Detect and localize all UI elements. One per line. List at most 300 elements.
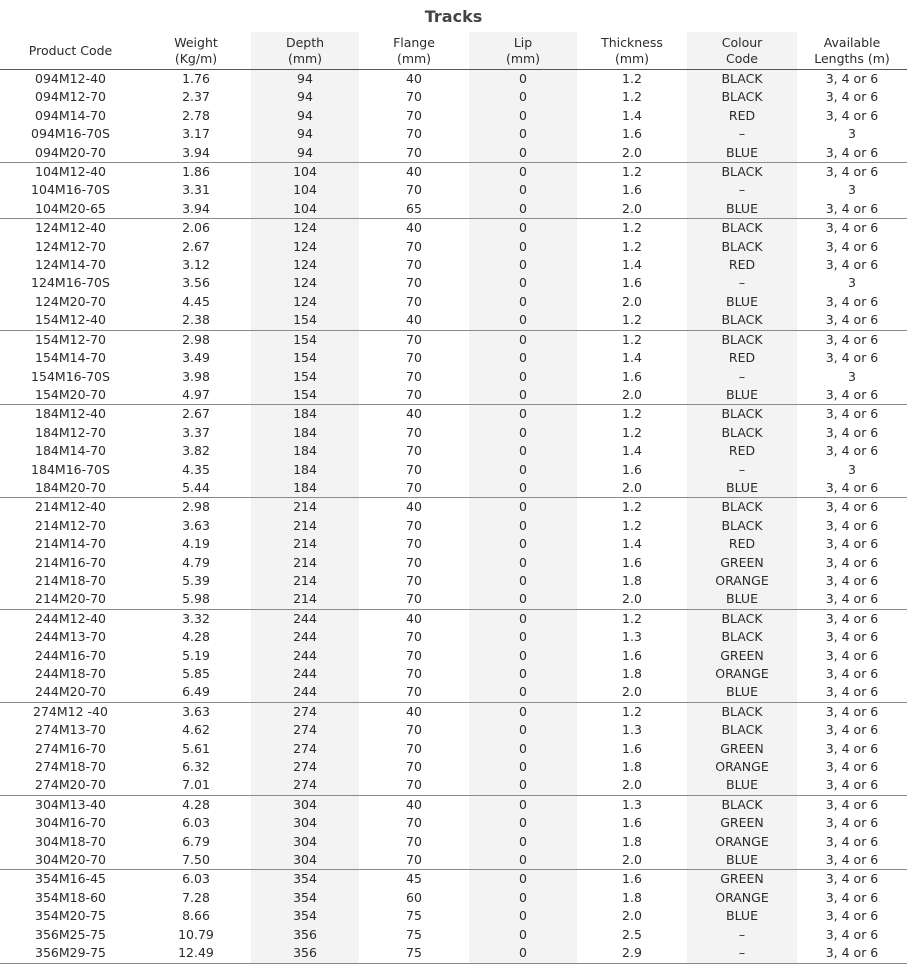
thickness-cell: 2.0 bbox=[577, 200, 687, 219]
colour-code-cell: BLUE bbox=[687, 200, 797, 219]
thickness-cell: 1.4 bbox=[622, 350, 642, 366]
lip-cell: 0 bbox=[469, 554, 577, 572]
table-row bbox=[0, 424, 907, 442]
colour-code-cell: ORANGE bbox=[687, 665, 797, 683]
flange-cell: 40 bbox=[406, 499, 422, 515]
colour-code-cell: GREEN bbox=[687, 647, 797, 665]
flange-cell: 40 bbox=[406, 703, 422, 719]
table-row bbox=[0, 572, 907, 590]
depth-cell: 94 bbox=[251, 107, 359, 125]
table-row bbox=[0, 647, 907, 665]
colour-code-cell: BLACK bbox=[687, 88, 797, 106]
table-row bbox=[0, 70, 907, 89]
weight-cell: 4.79 bbox=[182, 554, 210, 570]
product-code-cell: 154M20-70 bbox=[0, 386, 141, 405]
lengths-cell: 3, 4 or 6 bbox=[825, 647, 879, 663]
table-row bbox=[0, 590, 907, 609]
table-row bbox=[0, 814, 907, 832]
weight-cell: 3.56 bbox=[182, 275, 210, 291]
colour-code-cell: BLACK bbox=[687, 405, 797, 424]
weight-cell: 4.97 bbox=[141, 386, 251, 405]
product-code-cell: 094M12-70 bbox=[35, 89, 106, 105]
flange-cell: 70 bbox=[406, 238, 422, 254]
lengths-cell: 3, 4 or 6 bbox=[797, 590, 907, 609]
table-row bbox=[0, 200, 907, 219]
lengths-cell: 3, 4 or 6 bbox=[797, 776, 907, 795]
weight-cell: 3.32 bbox=[182, 610, 210, 626]
product-code-cell: 244M12-40 bbox=[35, 610, 106, 626]
lengths-cell: 3, 4 or 6 bbox=[825, 499, 879, 515]
lip-cell: 0 bbox=[469, 293, 577, 311]
lip-cell: 0 bbox=[469, 535, 577, 553]
weight-cell: 3.31 bbox=[182, 182, 210, 198]
thickness-cell: 1.6 bbox=[622, 815, 642, 831]
thickness-cell: 1.4 bbox=[622, 257, 642, 273]
lengths-cell: 3, 4 or 6 bbox=[825, 220, 879, 236]
colour-code-cell: RED bbox=[687, 442, 797, 460]
lengths-cell: 3, 4 or 6 bbox=[825, 293, 879, 309]
weight-cell: 3.49 bbox=[182, 350, 210, 366]
weight-cell: 3.98 bbox=[182, 368, 210, 384]
lip-cell: 0 bbox=[469, 517, 577, 535]
weight-cell: 3.63 bbox=[182, 517, 210, 533]
header-weight-unit: (Kg/m) bbox=[174, 50, 218, 66]
depth-cell: 356 bbox=[251, 944, 359, 963]
flange-cell: 70 bbox=[406, 368, 422, 384]
header-lip-unit: (mm) bbox=[505, 50, 541, 66]
weight-cell: 2.37 bbox=[182, 89, 210, 105]
lip-cell: 0 bbox=[469, 758, 577, 776]
thickness-cell: 1.2 bbox=[622, 610, 642, 626]
lengths-cell: 3, 4 or 6 bbox=[825, 908, 879, 924]
header-depth-unit: (mm) bbox=[287, 50, 323, 66]
depth-cell: 104 bbox=[251, 163, 359, 182]
lengths-cell: 3, 4 or 6 bbox=[825, 703, 879, 719]
flange-cell: 70 bbox=[406, 350, 422, 366]
lengths-cell: 3, 4 or 6 bbox=[825, 629, 879, 645]
depth-cell: 124 bbox=[251, 219, 359, 238]
table-row bbox=[0, 889, 907, 907]
flange-cell: 70 bbox=[406, 815, 422, 831]
flange-cell: 70 bbox=[359, 479, 469, 498]
table-row bbox=[0, 554, 907, 572]
colour-code-cell: – bbox=[687, 944, 797, 963]
flange-cell: 70 bbox=[406, 424, 422, 440]
lengths-cell: 3 bbox=[848, 275, 856, 291]
table-row bbox=[0, 330, 907, 349]
weight-cell: 6.32 bbox=[182, 759, 210, 775]
weight-cell: 2.38 bbox=[141, 311, 251, 330]
table-row bbox=[0, 926, 907, 944]
product-code-cell: 124M14-70 bbox=[35, 257, 106, 273]
colour-code-cell: BLUE bbox=[687, 683, 797, 702]
weight-cell: 7.28 bbox=[182, 889, 210, 905]
product-code-cell: 304M18-70 bbox=[35, 833, 106, 849]
flange-cell: 70 bbox=[406, 740, 422, 756]
thickness-cell: 1.6 bbox=[622, 740, 642, 756]
depth-cell: 184 bbox=[251, 405, 359, 424]
lip-cell: 0 bbox=[469, 219, 577, 238]
lip-cell: 0 bbox=[469, 498, 577, 517]
depth-cell: 154 bbox=[251, 368, 359, 386]
thickness-cell: 1.2 bbox=[622, 164, 642, 180]
depth-cell: 274 bbox=[251, 702, 359, 721]
product-code-cell: 274M12 -40 bbox=[33, 703, 108, 719]
depth-cell: 124 bbox=[251, 256, 359, 274]
lip-cell: 0 bbox=[469, 851, 577, 870]
flange-cell: 40 bbox=[406, 796, 422, 812]
colour-code-cell: BLUE bbox=[687, 851, 797, 870]
lip-cell: 0 bbox=[469, 88, 577, 106]
colour-code-cell: BLUE bbox=[687, 907, 797, 925]
thickness-cell: 1.8 bbox=[622, 889, 642, 905]
colour-code-cell: GREEN bbox=[687, 870, 797, 889]
product-code-cell: 124M12-40 bbox=[35, 220, 106, 236]
flange-cell: 70 bbox=[359, 776, 469, 795]
depth-cell: 356 bbox=[251, 926, 359, 944]
depth-cell: 244 bbox=[251, 609, 359, 628]
table-row bbox=[0, 628, 907, 646]
lengths-cell: 3, 4 or 6 bbox=[797, 386, 907, 405]
lip-cell: 0 bbox=[469, 628, 577, 646]
lengths-cell: 3, 4 or 6 bbox=[825, 722, 879, 738]
header-flange-unit: (mm) bbox=[396, 50, 432, 66]
lip-cell: 0 bbox=[469, 944, 577, 963]
header-depth-label: Depth bbox=[285, 34, 325, 50]
flange-cell: 75 bbox=[406, 926, 422, 942]
table-body bbox=[0, 70, 907, 964]
header-product-code bbox=[0, 32, 141, 70]
table-row bbox=[0, 776, 907, 795]
product-code-cell: 104M16-70S bbox=[31, 182, 110, 198]
weight-cell: 6.79 bbox=[182, 833, 210, 849]
header-lip-label: Lip bbox=[513, 34, 533, 50]
table-row bbox=[0, 740, 907, 758]
depth-cell: 104 bbox=[251, 181, 359, 199]
colour-code-cell: RED bbox=[687, 107, 797, 125]
product-code-cell: 184M20-70 bbox=[0, 479, 141, 498]
flange-cell: 70 bbox=[406, 629, 422, 645]
table-row bbox=[0, 405, 907, 424]
colour-code-cell: BLACK bbox=[687, 721, 797, 739]
lip-cell: 0 bbox=[469, 144, 577, 163]
flange-cell: 70 bbox=[406, 126, 422, 142]
lip-cell: 0 bbox=[469, 274, 577, 292]
lip-cell: 0 bbox=[469, 814, 577, 832]
flange-cell: 70 bbox=[406, 722, 422, 738]
flange-cell: 75 bbox=[406, 908, 422, 924]
flange-cell: 45 bbox=[406, 871, 422, 887]
table-row bbox=[0, 851, 907, 870]
colour-code-cell: – bbox=[687, 368, 797, 386]
lip-cell: 0 bbox=[469, 479, 577, 498]
lip-cell: 0 bbox=[469, 405, 577, 424]
product-code-cell: 154M12-70 bbox=[35, 331, 106, 347]
lengths-cell: 3, 4 or 6 bbox=[825, 926, 879, 942]
colour-code-cell: – bbox=[687, 461, 797, 479]
weight-cell: 5.44 bbox=[141, 479, 251, 498]
thickness-cell: 2.0 bbox=[577, 479, 687, 498]
thickness-cell: 1.2 bbox=[622, 220, 642, 236]
weight-cell: 3.63 bbox=[182, 703, 210, 719]
lengths-cell: 3, 4 or 6 bbox=[825, 89, 879, 105]
product-code-cell: 214M12-70 bbox=[35, 517, 106, 533]
lip-cell: 0 bbox=[469, 572, 577, 590]
product-code-cell: 124M12-70 bbox=[35, 238, 106, 254]
depth-cell: 184 bbox=[251, 442, 359, 460]
lip-cell: 0 bbox=[469, 238, 577, 256]
colour-code-cell: BLUE bbox=[687, 144, 797, 163]
lengths-cell: 3, 4 or 6 bbox=[825, 554, 879, 570]
flange-cell: 70 bbox=[406, 275, 422, 291]
thickness-cell: 2.0 bbox=[577, 851, 687, 870]
table-row bbox=[0, 88, 907, 106]
lengths-cell: 3 bbox=[848, 126, 856, 142]
depth-cell: 94 bbox=[251, 144, 359, 163]
depth-cell: 94 bbox=[251, 70, 359, 89]
product-code-cell: 214M14-70 bbox=[35, 536, 106, 552]
product-code-cell: 124M16-70S bbox=[31, 275, 110, 291]
header-colour-unit: Code bbox=[725, 50, 758, 66]
lip-cell: 0 bbox=[469, 70, 577, 89]
flange-cell: 70 bbox=[406, 833, 422, 849]
thickness-cell: 2.0 bbox=[577, 386, 687, 405]
colour-code-cell: BLACK bbox=[687, 70, 797, 89]
flange-cell: 40 bbox=[406, 220, 422, 236]
thickness-cell: 1.6 bbox=[622, 275, 642, 291]
weight-cell: 12.49 bbox=[141, 944, 251, 963]
colour-code-cell: ORANGE bbox=[687, 889, 797, 907]
flange-cell: 65 bbox=[359, 200, 469, 219]
product-code-cell: 274M13-70 bbox=[35, 722, 106, 738]
lip-cell: 0 bbox=[469, 907, 577, 925]
lip-cell: 0 bbox=[469, 461, 577, 479]
product-code-cell: 304M16-70 bbox=[35, 815, 106, 831]
lip-cell: 0 bbox=[469, 125, 577, 143]
header-available-lengths bbox=[797, 32, 907, 70]
lengths-cell: 3, 4 or 6 bbox=[825, 257, 879, 273]
colour-code-cell: BLACK bbox=[687, 424, 797, 442]
lip-cell: 0 bbox=[469, 107, 577, 125]
table-row bbox=[0, 758, 907, 776]
lengths-cell: 3, 4 or 6 bbox=[825, 331, 879, 347]
product-code-cell: 154M16-70S bbox=[31, 368, 110, 384]
weight-cell: 3.12 bbox=[182, 257, 210, 273]
product-code-cell: 214M20-70 bbox=[0, 590, 141, 609]
flange-cell: 70 bbox=[359, 590, 469, 609]
colour-code-cell: BLACK bbox=[687, 238, 797, 256]
lengths-cell: 3, 4 or 6 bbox=[797, 851, 907, 870]
lengths-cell: 3 bbox=[848, 461, 856, 477]
table-row bbox=[0, 535, 907, 553]
colour-code-cell: BLACK bbox=[687, 163, 797, 182]
weight-cell: 2.78 bbox=[182, 107, 210, 123]
lengths-cell: 3, 4 or 6 bbox=[797, 144, 907, 163]
lengths-cell: 3, 4 or 6 bbox=[825, 238, 879, 254]
thickness-cell: 2.0 bbox=[577, 776, 687, 795]
colour-code-cell: RED bbox=[687, 535, 797, 553]
lip-cell: 0 bbox=[469, 256, 577, 274]
lengths-cell: 3 bbox=[848, 182, 856, 198]
lip-cell: 0 bbox=[469, 311, 577, 330]
thickness-cell: 1.8 bbox=[622, 572, 642, 588]
weight-cell: 4.28 bbox=[182, 629, 210, 645]
lip-cell: 0 bbox=[469, 200, 577, 219]
thickness-cell: 1.2 bbox=[622, 517, 642, 533]
colour-code-cell: GREEN bbox=[687, 554, 797, 572]
weight-cell: 7.50 bbox=[141, 851, 251, 870]
colour-code-cell: BLACK bbox=[687, 517, 797, 535]
weight-cell: 7.01 bbox=[141, 776, 251, 795]
flange-cell: 70 bbox=[359, 144, 469, 163]
thickness-cell: 2.5 bbox=[622, 926, 642, 942]
colour-code-cell: – bbox=[687, 181, 797, 199]
weight-cell: 5.19 bbox=[182, 647, 210, 663]
thickness-cell: 2.0 bbox=[577, 683, 687, 702]
lengths-cell: 3, 4 or 6 bbox=[825, 536, 879, 552]
colour-code-cell: – bbox=[687, 274, 797, 292]
product-code-cell: 354M18-60 bbox=[35, 889, 106, 905]
depth-cell: 214 bbox=[251, 554, 359, 572]
table-row bbox=[0, 683, 907, 702]
product-code-cell: 184M14-70 bbox=[35, 443, 106, 459]
table-row bbox=[0, 442, 907, 460]
colour-code-cell: ORANGE bbox=[687, 758, 797, 776]
thickness-cell: 1.3 bbox=[622, 629, 642, 645]
colour-code-cell: BLACK bbox=[687, 795, 797, 814]
header-colour-code bbox=[687, 32, 797, 70]
colour-code-cell: RED bbox=[687, 256, 797, 274]
lip-cell: 0 bbox=[469, 647, 577, 665]
flange-cell: 40 bbox=[406, 610, 422, 626]
weight-cell: 6.03 bbox=[182, 871, 210, 887]
table-row bbox=[0, 256, 907, 274]
product-code-cell: 354M20-75 bbox=[35, 908, 106, 924]
thickness-cell: 1.6 bbox=[622, 647, 642, 663]
depth-cell: 104 bbox=[251, 200, 359, 219]
table-row bbox=[0, 795, 907, 814]
weight-cell: 5.98 bbox=[141, 590, 251, 609]
product-code-cell: 154M14-70 bbox=[35, 350, 106, 366]
weight-cell: 3.82 bbox=[182, 443, 210, 459]
depth-cell: 244 bbox=[251, 628, 359, 646]
table-row bbox=[0, 219, 907, 238]
depth-cell: 124 bbox=[251, 293, 359, 311]
header-thickness bbox=[577, 32, 687, 70]
lengths-cell: 3, 4 or 6 bbox=[825, 815, 879, 831]
lip-cell: 0 bbox=[469, 776, 577, 795]
table-row bbox=[0, 181, 907, 199]
table-row bbox=[0, 125, 907, 143]
weight-cell: 3.94 bbox=[141, 144, 251, 163]
lip-cell: 0 bbox=[469, 181, 577, 199]
thickness-cell: 1.6 bbox=[622, 182, 642, 198]
depth-cell: 304 bbox=[251, 814, 359, 832]
product-code-cell: 184M12-70 bbox=[35, 424, 106, 440]
lip-cell: 0 bbox=[469, 424, 577, 442]
product-code-cell: 124M20-70 bbox=[35, 293, 106, 309]
product-code-cell: 214M16-70 bbox=[35, 554, 106, 570]
depth-cell: 154 bbox=[251, 349, 359, 367]
lip-cell: 0 bbox=[469, 870, 577, 889]
header-lengths-unit: Lengths (m) bbox=[814, 50, 890, 66]
flange-cell: 40 bbox=[359, 311, 469, 330]
table-row bbox=[0, 274, 907, 292]
product-code-cell: 354M16-45 bbox=[35, 871, 106, 887]
weight-cell: 2.98 bbox=[182, 331, 210, 347]
lengths-cell: 3, 4 or 6 bbox=[825, 740, 879, 756]
lengths-cell: 3, 4 or 6 bbox=[825, 666, 879, 681]
flange-cell: 70 bbox=[406, 572, 422, 588]
table-row bbox=[0, 609, 907, 628]
table-header bbox=[0, 32, 907, 70]
product-code-cell: 154M12-40 bbox=[0, 311, 141, 330]
colour-code-cell: BLUE bbox=[687, 590, 797, 609]
weight-cell: 1.86 bbox=[182, 164, 210, 180]
table-row bbox=[0, 368, 907, 386]
depth-cell: 244 bbox=[251, 665, 359, 683]
depth-cell: 214 bbox=[251, 535, 359, 553]
table-row bbox=[0, 238, 907, 256]
product-code-cell: 214M18-70 bbox=[35, 572, 106, 588]
colour-code-cell: RED bbox=[687, 349, 797, 367]
weight-cell: 3.94 bbox=[141, 200, 251, 219]
flange-cell: 70 bbox=[406, 443, 422, 459]
lengths-cell: 3, 4 or 6 bbox=[825, 871, 879, 887]
depth-cell: 274 bbox=[251, 740, 359, 758]
table-row bbox=[0, 163, 907, 182]
weight-cell: 3.37 bbox=[182, 424, 210, 440]
depth-cell: 154 bbox=[251, 386, 359, 405]
thickness-cell: 1.6 bbox=[622, 554, 642, 570]
product-code-cell: 094M12-40 bbox=[35, 71, 106, 86]
lip-cell: 0 bbox=[469, 590, 577, 609]
lip-cell: 0 bbox=[469, 349, 577, 367]
flange-cell: 70 bbox=[406, 293, 422, 309]
colour-code-cell: BLUE bbox=[687, 386, 797, 405]
product-code-cell: 274M20-70 bbox=[0, 776, 141, 795]
product-code-cell: 094M14-70 bbox=[35, 107, 106, 123]
thickness-cell: 1.8 bbox=[622, 666, 642, 681]
lip-cell: 0 bbox=[469, 368, 577, 386]
depth-cell: 244 bbox=[251, 683, 359, 702]
header-flange-label: Flange bbox=[393, 34, 435, 50]
weight-cell: 3.17 bbox=[182, 126, 210, 142]
depth-cell: 354 bbox=[251, 870, 359, 889]
lengths-cell: 3, 4 or 6 bbox=[825, 107, 879, 123]
weight-cell: 10.79 bbox=[178, 926, 214, 942]
weight-cell: 2.67 bbox=[182, 406, 210, 422]
product-code-cell: 356M29-75 bbox=[0, 944, 141, 963]
lip-cell: 0 bbox=[469, 163, 577, 182]
table-row bbox=[0, 944, 907, 963]
header-thickness-label: Thickness bbox=[601, 34, 663, 50]
lip-cell: 0 bbox=[469, 740, 577, 758]
thickness-cell: 1.2 bbox=[622, 406, 642, 422]
table-row bbox=[0, 498, 907, 517]
product-code-cell: 184M16-70S bbox=[31, 461, 110, 477]
colour-code-cell: ORANGE bbox=[687, 572, 797, 590]
depth-cell: 154 bbox=[251, 330, 359, 349]
lengths-cell: 3, 4 or 6 bbox=[825, 443, 879, 459]
flange-cell: 70 bbox=[406, 759, 422, 775]
weight-cell: 2.06 bbox=[182, 220, 210, 236]
colour-code-cell: BLACK bbox=[687, 609, 797, 628]
weight-cell: 5.61 bbox=[182, 740, 210, 756]
lip-cell: 0 bbox=[469, 665, 577, 683]
lengths-cell: 3, 4 or 6 bbox=[825, 406, 879, 422]
weight-cell: 4.28 bbox=[182, 796, 210, 812]
